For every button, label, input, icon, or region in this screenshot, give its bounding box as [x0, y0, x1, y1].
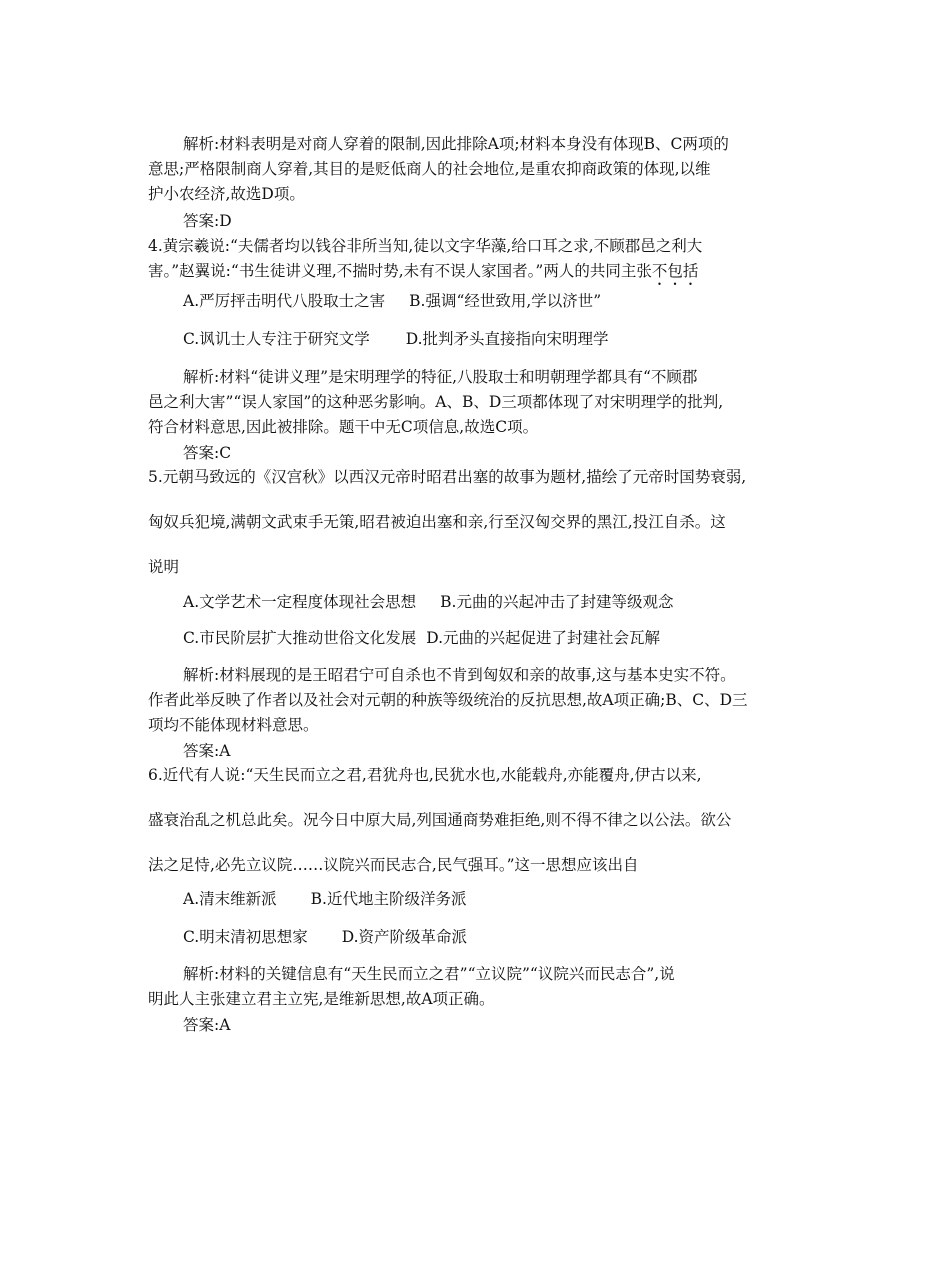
q4-analysis-line: 解析:材料“徒讲义理”是宋明理学的特征,八股取士和明朝理学都具有“不顾郡 [183, 368, 698, 386]
q5-analysis-line: 项均不能体现材料意思。 [148, 716, 319, 734]
q4-option-row [183, 289, 601, 311]
q4-stem-line [148, 259, 813, 289]
q5-option-d: D.元曲的兴起促进了封建社会瓦解 [426, 629, 661, 647]
q4-answer: 答案:C [183, 444, 232, 462]
q5-option-row [183, 590, 673, 612]
q6-stem-line: 盛衰治乱之机总此矣。况今日中原大局,列国通商势难拒绝,则不得不律之以公法。欲公 [148, 811, 732, 829]
q6-stem-line: 6.近代有人说:“天生民而立之君,君犹舟也,民犹水也,水能载舟,亦能覆舟,伊古以来, [148, 766, 702, 784]
q5-option-c: C.市民阶层扩大推动世俗文化发展 [183, 629, 417, 647]
q3-answer: 答案:D [183, 212, 232, 230]
q4-stem-line: 4.黄宗羲说:“夫儒者均以钱谷非所当知,徒以文字华藻,给口耳之求,不顾郡邑之利大 [148, 237, 703, 255]
q5-option-b: B.元曲的兴起冲击了封建等级观念 [440, 593, 674, 611]
q5-stem-line: 说明 [148, 558, 180, 576]
q4-emphasis-text: 不包括 [651, 262, 699, 280]
q5-option-a: A.文学艺术一定程度体现社会思想 [183, 593, 417, 611]
q4-analysis [148, 365, 813, 440]
q5-analysis-line: 作者此举反映了作者以及社会对元朝的种族等级统治的反抗思想,故A项正确;B、C、D三 [148, 691, 748, 709]
q5-analysis [148, 663, 813, 738]
q5-stem-line: 5.元朝马致远的《汉宫秋》以西汉元帝时昭君出塞的故事为题材,描绘了元帝时国势衰弱, [148, 468, 747, 486]
q6-option-row [183, 925, 467, 947]
q6-analysis-line: 解析:材料的关键信息有“天生民而立之君”“立议院”“议院兴而民志合”,说 [183, 965, 675, 983]
q5-stem [148, 455, 813, 590]
q5-analysis-line: 解析:材料展现的是王昭君宁可自杀也不肯到匈奴和亲的故事,这与基本史实不符。 [183, 666, 736, 684]
q6-option-c: C.明末清初思想家 [183, 928, 308, 946]
q5-answer: 答案:A [183, 742, 231, 760]
q6-option-row [183, 887, 466, 909]
q3-analysis [148, 132, 813, 207]
q4-analysis-line: 邑之利大害”“误人家国”的这种恶劣影响。A、B、D三项都体现了对宋明理学的批判, [148, 393, 724, 411]
q3-analysis-line: 解析:材料表明是对商人穿着的限制,因此排除A项;材料本身没有体现B、C两项的 [183, 135, 729, 153]
q6-analysis [148, 962, 813, 1012]
q5-option-row [183, 626, 660, 648]
q4-analysis-line: 符合材料意思,因此被排除。题干中无C项信息,故选C项。 [148, 418, 539, 436]
q4-option-d: D.批判矛头直接指向宋明理学 [405, 330, 609, 348]
q3-analysis-line: 意思;严格限制商人穿着,其目的是贬低商人的社会地位,是重农抑商政策的体现,以维 [148, 160, 711, 178]
q4-stem [148, 234, 813, 289]
q6-option-a: A.清末维新派 [183, 890, 277, 908]
q4-stem-text: 害。”赵翼说:“书生徒讲义理,不揣时势,未有不误人家国者。”两人的共同主张 [148, 262, 652, 280]
q5-stem-line: 匈奴兵犯境,满朝文武束手无策,昭君被迫出塞和亲,行至汉匈交界的黑江,投江自杀。这 [148, 513, 726, 531]
q6-answer: 答案:A [183, 1016, 231, 1034]
q4-option-a: A.严厉抨击明代八股取士之害 [183, 292, 386, 310]
q6-option-d: D.资产阶级革命派 [341, 928, 468, 946]
q6-analysis-line: 明此人主张建立君主立宪,是维新思想,故A项正确。 [148, 990, 495, 1008]
q4-option-row [183, 327, 609, 349]
q6-stem [148, 753, 813, 888]
q6-stem-line: 法之足恃,必先立议院……议院兴而民志合,民气强耳。”这一思想应该出自 [148, 856, 639, 874]
q4-option-b: B.强调“经世致用,学以济世” [409, 292, 602, 310]
q4-option-c: C.讽讥士人专注于研究文学 [183, 330, 370, 348]
q3-analysis-line: 护小农经济,故选D项。 [148, 185, 305, 203]
q6-option-b: B.近代地主阶级洋务派 [310, 890, 467, 908]
